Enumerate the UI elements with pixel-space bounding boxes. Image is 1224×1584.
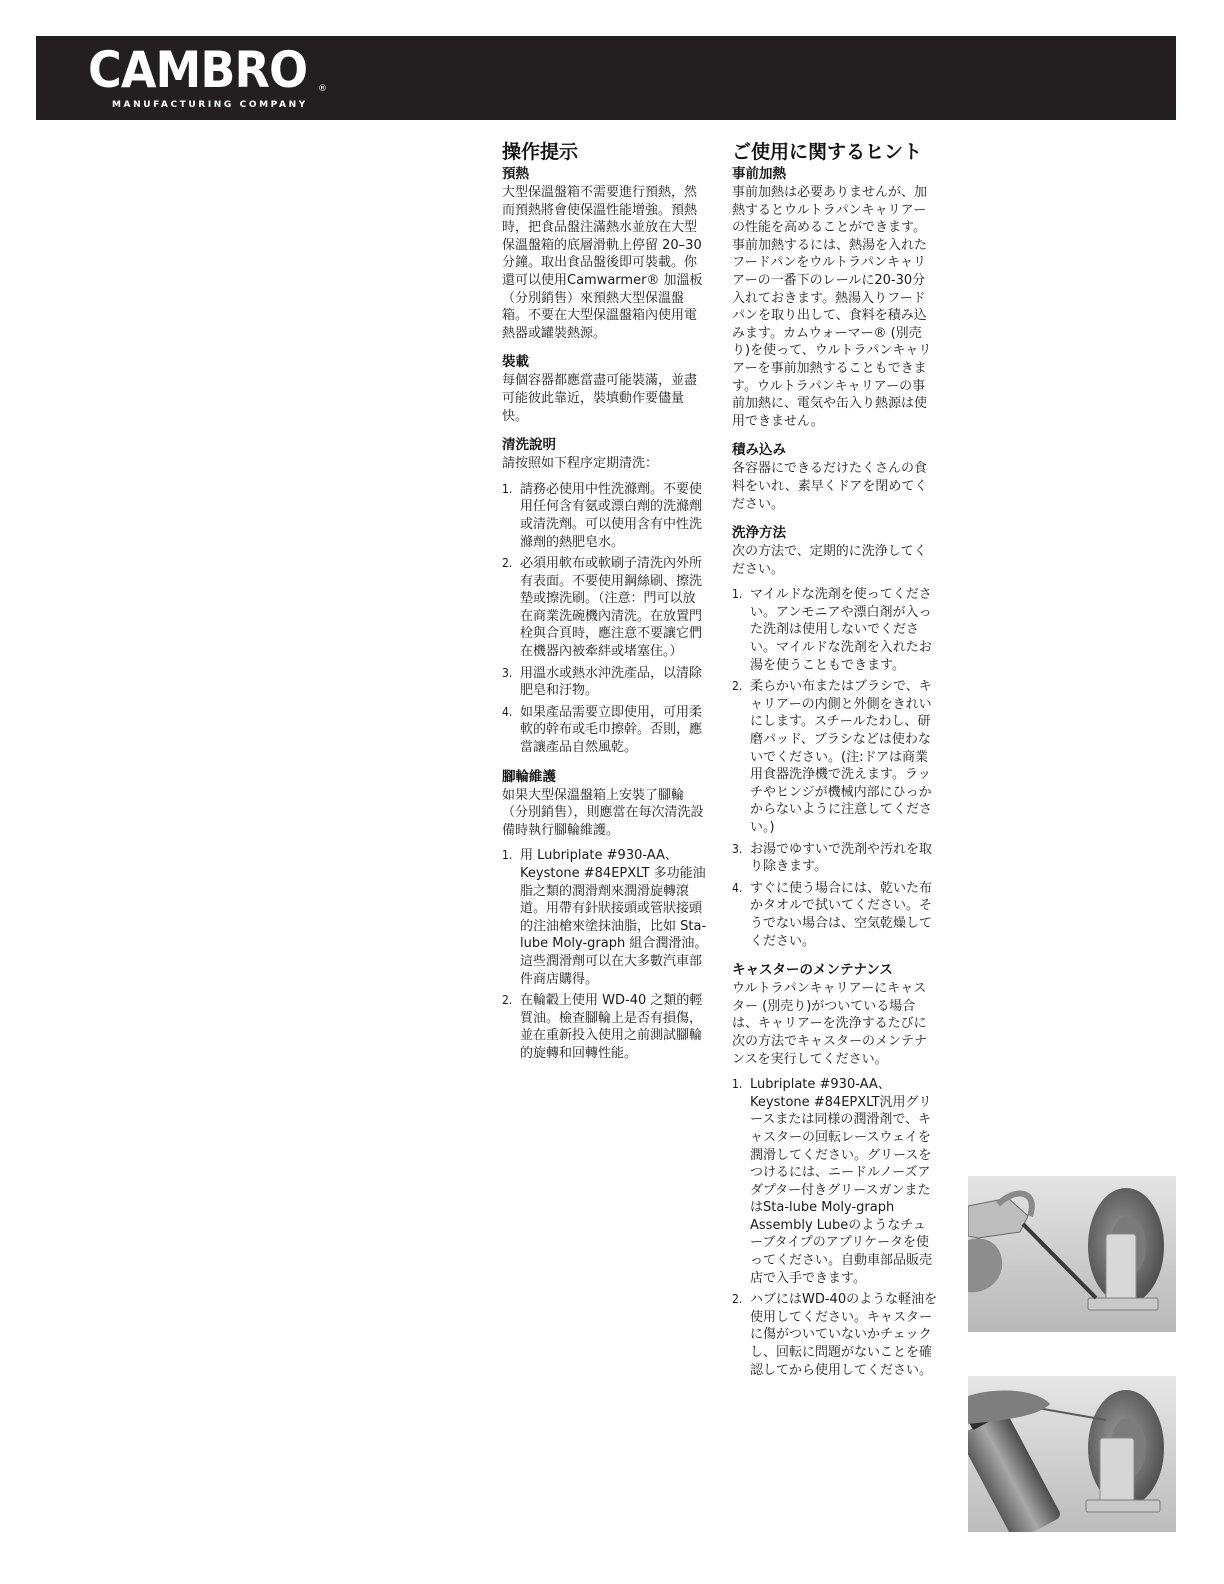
spray-can-caster-photo — [968, 1376, 1176, 1532]
list-item-text: 請務必使用中性洗滌劑。不要使用任何含有氨或漂白劑的洗滌劑或清洗劑。可以使用含有中性洗滌劑的熱肥皂水。 — [520, 481, 703, 550]
zh-loading-heading: 裝載 — [502, 354, 529, 371]
list-item — [732, 880, 938, 950]
grease-gun-caster-illustration — [968, 1176, 1176, 1332]
list-number: 1. — [732, 587, 743, 602]
japanese-column — [732, 140, 938, 1383]
list-item-text: ハブにはWD-40のような軽油を使用してください。キャスターに傷がついていないかチェックし、回転に問題がないことを確認してから使用してください。 — [750, 1292, 938, 1378]
list-item — [732, 841, 938, 876]
logo-subtitle: MANUFACTURING COMPANY — [112, 100, 308, 110]
list-item-text: 用溫水或熱水沖洗產品，以清除肥皂和汙物。 — [520, 665, 703, 699]
ja-preheat-heading: 事前加熱 — [732, 166, 786, 182]
list-item-text: お湯でゆすいで洗剤や汚れを取り除きます。 — [750, 841, 933, 875]
list-item — [502, 847, 708, 988]
grease-gun-caster-photo — [968, 1176, 1176, 1332]
zh-cleaning-list — [502, 481, 708, 757]
zh-preheat-body: 大型保溫盤箱不需要進行預熱，然而預熱將會使保溫性能增強。預熱時，把食品盤注滿熱水並放在大型保溫盤箱的底層滑軌上停留 20–30 分鐘。取出食品盤後即可裝載。你還可以使用Camwarmer® 加溫板（分別銷售）來預熱大型保溫盤箱。不要在大型保溫盤箱內使用電熱器或罐裝熱源。 — [502, 185, 703, 341]
registered-mark: ® — [318, 84, 327, 94]
list-item — [502, 665, 708, 700]
header-bar — [36, 36, 1176, 120]
list-item — [502, 481, 708, 551]
zh-caster-heading: 腳輪維護 — [502, 768, 556, 785]
ja-caster-heading: キャスターのメンテナンス — [732, 962, 893, 979]
list-item — [502, 992, 708, 1062]
ja-loading-body: 各容器にできるだけたくさんの食料をいれ、素早くドアを閉めてください。 — [732, 461, 928, 512]
list-item — [502, 555, 708, 661]
list-item — [732, 678, 938, 836]
list-number: 4. — [502, 704, 513, 719]
list-number: 3. — [502, 665, 513, 680]
ja-cleaning-heading: 洗浄方法 — [732, 525, 786, 542]
list-number: 1. — [732, 1077, 743, 1092]
list-number: 2. — [732, 1292, 743, 1307]
ja-loading-heading: 積み込み — [732, 442, 786, 459]
list-number: 2. — [502, 556, 513, 571]
list-number: 4. — [732, 880, 743, 895]
zh-loading-body: 每個容器都應當盡可能裝滿，並盡可能彼此靠近，裝填動作要儘量快。 — [502, 373, 698, 424]
zh-preheat-heading: 預熱 — [502, 166, 529, 182]
list-item-text: Lubriplate #930-AA、Keystone #84EPXLT汎用グリースまたは同様の潤滑剤で、キャスターの回転レースウェイを潤滑してください。グリースをつけるには、ニードルノーズアダプター付きグリースガンまたはSta-lube Moly-graph Assembly Lubeのようなチューブタイプのアプリケータを使ってください。自動車部品販売店で入手できます。 — [750, 1077, 933, 1286]
list-number: 1. — [502, 481, 513, 496]
zh-title: 操作提示 — [502, 141, 579, 163]
list-number: 3. — [732, 841, 743, 856]
zh-cleaning-heading: 清洗說明 — [502, 437, 556, 454]
list-item — [732, 1076, 938, 1287]
list-item-text: マイルドな洗剤を使ってください。アンモニアや漂白剤が入った洗剤は使用しないでください。マイルドな洗剤を入れたお湯を使うこともできます。 — [750, 587, 932, 673]
zh-caster-list — [502, 847, 708, 1062]
ja-caster-intro: ウルトラパンキャリアーにキャスター (別売り)がついている場合は、キャリアーを洗浄するたびに次の方法でキャスターのメンテナンスを実行してください。 — [732, 981, 928, 1067]
list-number: 2. — [502, 993, 513, 1008]
list-item-text: 必須用軟布或軟刷子清洗內外所有表面。不要使用鋼絲刷、擦洗墊或擦洗刷。（注意：門可以放在商業洗碗機內清洗。在放置門栓與合頁時，應注意不要讓它們在機器內被牽絆或堵塞住。） — [520, 556, 703, 660]
cambro-logo: CAMBRO — [88, 41, 308, 99]
ja-cleaning-intro: 次の方法で、定期的に洗浄してください。 — [732, 544, 927, 577]
zh-caster-intro: 如果大型保溫盤箱上安裝了腳輪（分別銷售），則應當在每次清洗設備時執行腳輪維護。 — [502, 787, 704, 838]
spray-can-caster-illustration — [968, 1376, 1176, 1532]
list-item-text: 如果產品需要立即使用，可用柔軟的幹布或毛巾擦幹。否則，應當讓產品自然風乾。 — [520, 704, 703, 756]
list-item-text: すぐに使う場合には、乾いた布かタオルで拭いてください。そうでない場合は、空気乾燥してください。 — [750, 880, 933, 949]
list-item-text: 柔らかい布またはブラシで、キャリアーの内側と外側をきれいにします。スチールたわし、研磨パッド、ブラシなどは使わないでください。(注:ドアは商業用食器洗浄機で洗えます。ラッチやヒンジが機械内部にひっかからないように注意してください。) — [750, 679, 933, 835]
list-item — [502, 704, 708, 757]
list-item — [732, 586, 938, 674]
list-item — [732, 1291, 938, 1379]
list-number: 2. — [732, 679, 743, 694]
chinese-column — [502, 140, 708, 1067]
list-item-text: 用 Lubriplate #930-AA、Keystone #84EPXLT 多功能油脂之類的潤滑劑來潤滑旋轉滾道。用帶有針狀接頭或管狀接頭的注油槍來塗抹油脂，比如 Sta-lube Moly-graph 組合潤滑油。這些潤滑劑可以在大多數汽車部件商店購得。 — [520, 848, 708, 987]
ja-caster-list — [732, 1076, 938, 1379]
ja-cleaning-list — [732, 586, 938, 950]
list-item-text: 在輪轂上使用 WD-40 之類的輕質油。檢查腳輪上是否有損傷，並在重新投入使用之前測試腳輪的旋轉和回轉性能。 — [520, 993, 703, 1061]
ja-title: ご使用に関するヒント — [732, 141, 923, 163]
ja-preheat-body: 事前加熱は必要ありませんが、加熱するとウルトラパンキャリアーの性能を高めることができます。事前加熱するには、熱湯を入れたフードパンをウルトラパンキャリアーの一番下のレールに20-30分入れておきます。熱湯入りフードパンを取り出して、食料を積み込みます。カムウォーマー® (別売り)を使って、ウルトラパンキャリアーを事前加熱することもできます。ウルトラパンキャリアーの事前加熱に、電気や缶入り熱源は使用できません。 — [732, 185, 932, 429]
list-number: 1. — [502, 848, 513, 863]
zh-cleaning-intro: 請按照如下程序定期清洗： — [502, 456, 659, 472]
